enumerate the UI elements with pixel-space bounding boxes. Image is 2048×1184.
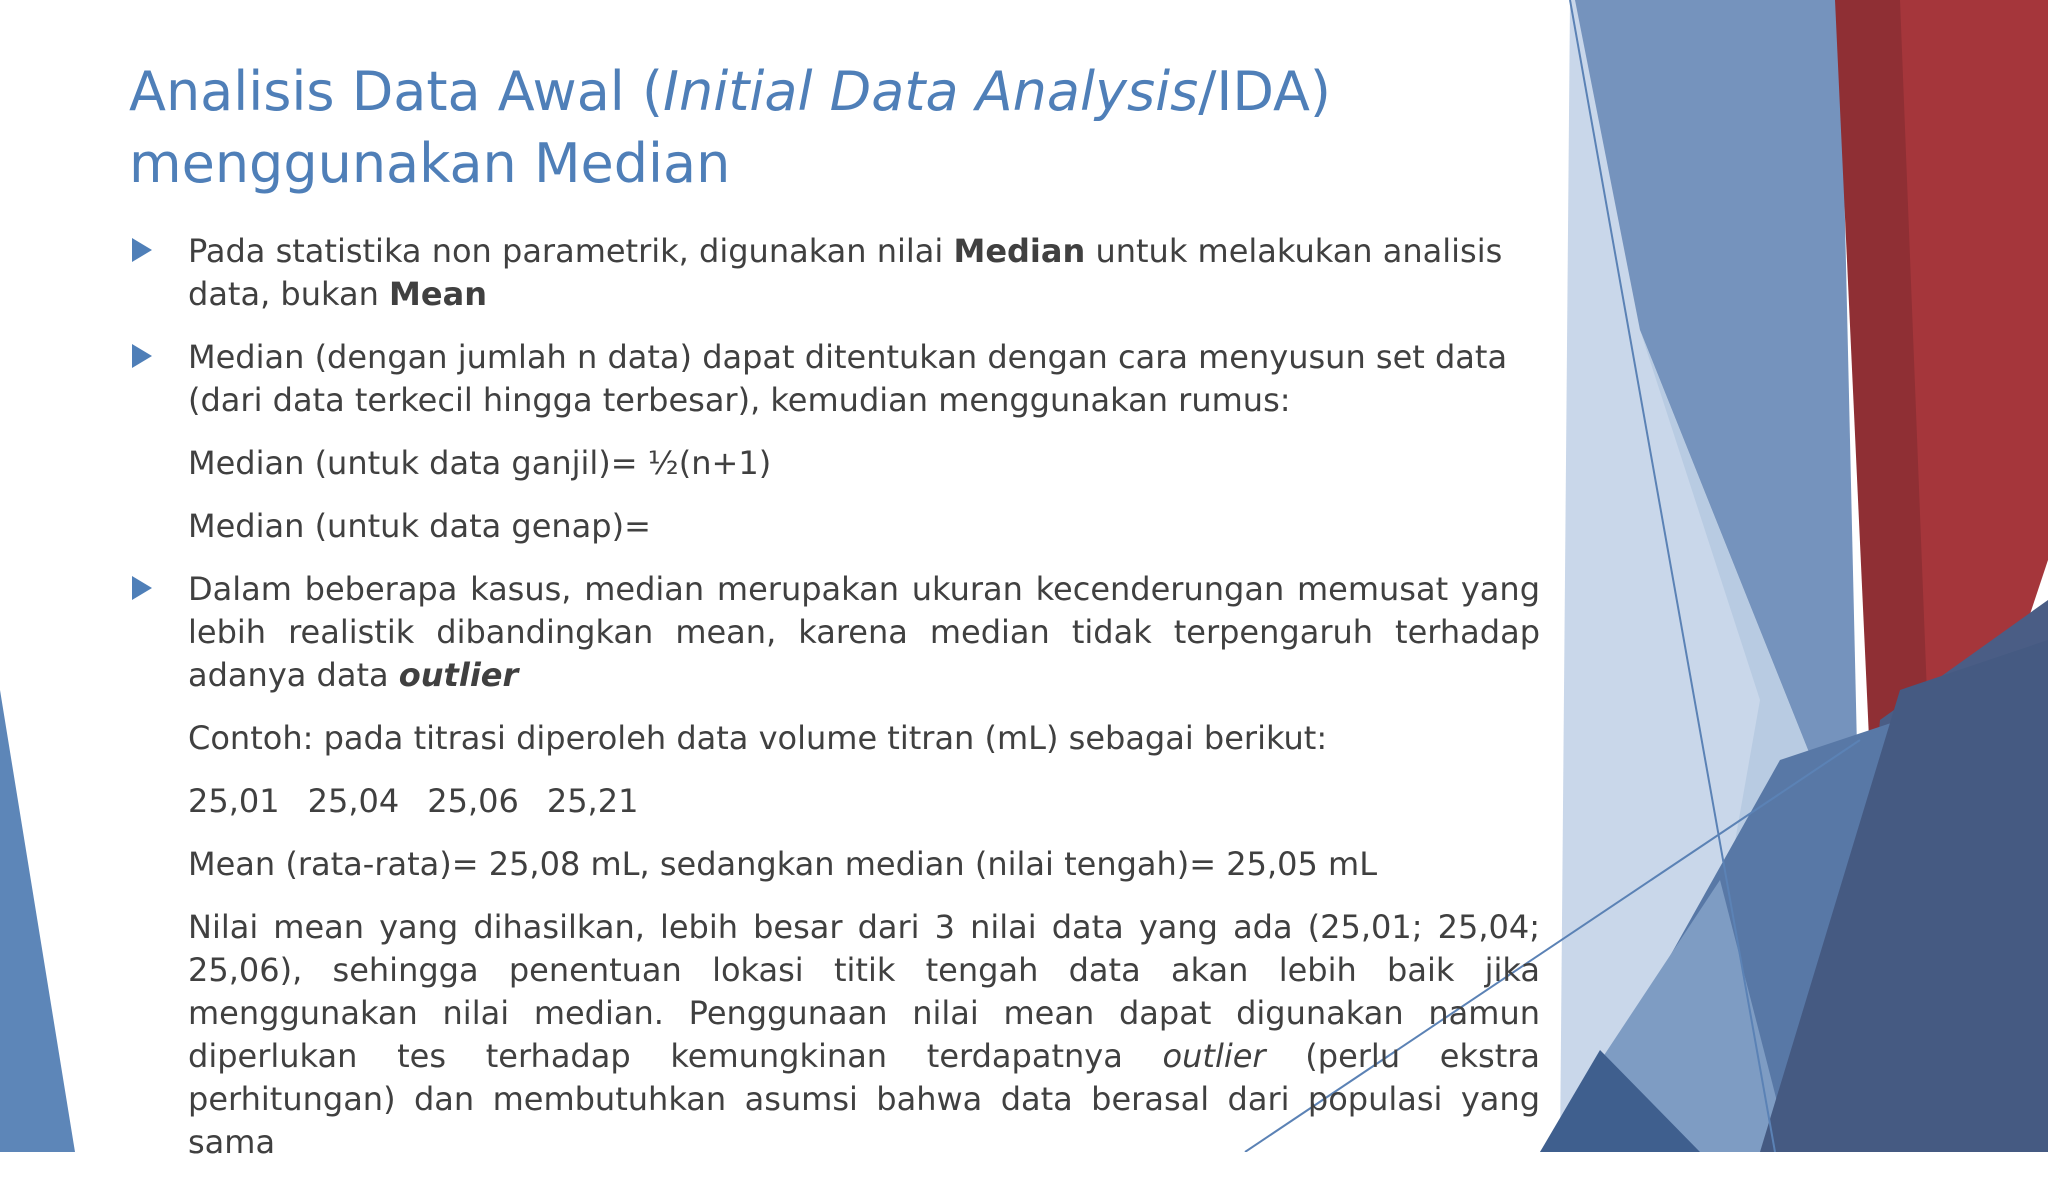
bullet-item-3 bbox=[128, 568, 1540, 697]
conclusion-outlier: outlier bbox=[1162, 1037, 1266, 1075]
page-title bbox=[129, 56, 1549, 200]
bullet-2-text: Median (dengan jumlah n data) dapat ditentukan dengan cara menyusun set data (dari data terkecil hingga terbesar), kemudian menggunakan rumus: bbox=[188, 338, 1508, 419]
bullet-1-bold-mean: Mean bbox=[389, 275, 487, 313]
formula-even-text: Median (untuk data genap)= bbox=[188, 507, 651, 545]
conclusion bbox=[128, 906, 1540, 1164]
formula-odd bbox=[128, 442, 1540, 485]
bullet-1-text-2: untuk melakukan analisis data, bukan bbox=[188, 232, 1503, 313]
mean-median-result bbox=[128, 843, 1540, 886]
title-text: Analisis Data Awal ( bbox=[129, 60, 664, 123]
triangle-bullet-icon bbox=[132, 238, 152, 262]
triangle-bullet-icon bbox=[132, 344, 152, 368]
bullet-1-bold-median: Median bbox=[953, 232, 1086, 270]
bullet-3-outlier: outlier bbox=[398, 656, 519, 694]
data-value: 25,06 bbox=[427, 782, 519, 820]
bullet-3-text: Dalam beberapa kasus, median merupakan ukuran kecenderungan memusat yang lebih realistik dibandingkan mean, karena median tidak terpengaruh terhadap adanya data bbox=[188, 570, 1540, 694]
title-line-2: menggunakan Median bbox=[129, 132, 731, 195]
bullet-1-text: Pada statistika non parametrik, digunakan nilai bbox=[188, 232, 954, 270]
title-text-end: /IDA) bbox=[1198, 60, 1331, 123]
data-value: 25,04 bbox=[307, 782, 400, 820]
formula-even bbox=[128, 505, 1540, 548]
data-value: 25,01 bbox=[188, 782, 280, 820]
title-italic-text: Initial Data Analysis bbox=[663, 60, 1199, 123]
data-value: 25,21 bbox=[546, 782, 639, 820]
left-edge-shape bbox=[0, 690, 75, 1152]
data-values bbox=[128, 780, 1540, 823]
conclusion-text: Nilai mean yang dihasilkan, lebih besar dari 3 nilai data yang ada (25,01; 25,04; 25,06), sehingga penentuan lokasi titik tengah data akan lebih baik jika menggunakan nilai median. Penggunaan nilai mean dapat digunakan namun diperlukan tes terhadap kemungkinan terdapatnya bbox=[188, 908, 1540, 1075]
example-intro-text: Contoh: pada titrasi diperoleh data volume titran (mL) sebagai berikut: bbox=[188, 719, 1328, 757]
conclusion-text-2: (perlu ekstra perhitungan) dan membutuhkan asumsi bahwa data berasal dari populasi yang sama bbox=[188, 1037, 1541, 1161]
mean-median-text: Mean (rata-rata)= 25,08 mL, sedangkan median (nilai tengah)= 25,05 mL bbox=[188, 845, 1378, 883]
triangle-bullet-icon bbox=[132, 576, 152, 600]
slide-body bbox=[128, 230, 1540, 1184]
example-intro bbox=[128, 717, 1540, 760]
bullet-item-2 bbox=[128, 336, 1540, 422]
bullet-item-1 bbox=[128, 230, 1540, 316]
formula-odd-text: Median (untuk data ganjil)= ½(n+1) bbox=[188, 444, 772, 482]
